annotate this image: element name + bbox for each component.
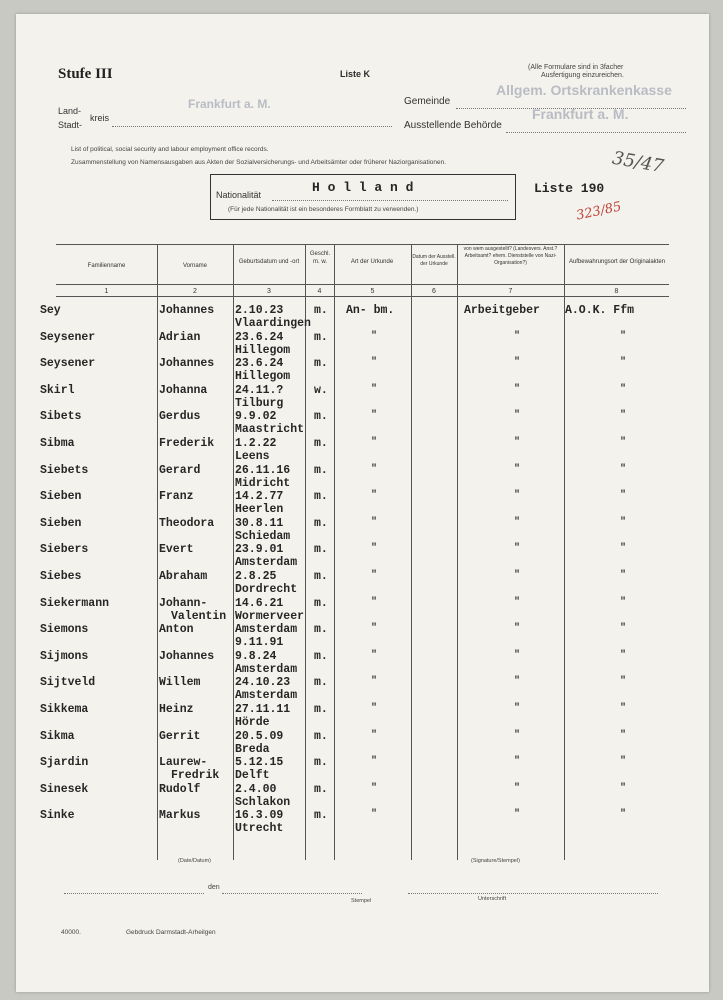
table-row [16, 597, 709, 625]
document-page [16, 14, 709, 992]
behoerde-label: Ausstellende Behörde [404, 120, 502, 131]
col-number-1: 1 [104, 288, 109, 295]
given-name-line2-cell: Fredrik [171, 769, 220, 783]
col-number-6: 6 [432, 288, 436, 295]
birth-place-cell: Hörde [235, 716, 270, 729]
birth-date-cell: 2.10.23 [235, 304, 284, 317]
given-name-cell: Anton [159, 623, 194, 637]
birth-date-cell: 14.6.21 [235, 596, 284, 610]
document-type-cell: " [371, 649, 378, 661]
table-row [16, 703, 709, 731]
document-type-cell: " [371, 570, 378, 581]
sex-cell: m. [314, 490, 328, 504]
archive-location-cell: " [620, 729, 627, 741]
birth-place-cell: Wormerveer [235, 609, 305, 623]
nationality-label: Nationalität [216, 190, 262, 200]
sex-cell: m. [314, 304, 328, 317]
issuer-cell: " [514, 596, 521, 608]
birth-place-cell: Midricht [235, 476, 291, 490]
given-name-cell: Johannes [159, 357, 215, 371]
sex-cell: m. [314, 437, 328, 450]
surname-cell: Siebets [40, 463, 89, 477]
den-label: den [208, 884, 220, 891]
sex-cell: m. [314, 729, 328, 743]
office-stamp-line-1: Allgem. Ortskrankenkasse [496, 82, 672, 98]
surname-cell: Seysener [40, 357, 96, 371]
document-type-cell: " [371, 516, 378, 528]
given-name-cell: Abraham [159, 570, 208, 583]
document-type-cell: " [371, 437, 378, 448]
instruction-note-1: (Alle Formulare sind in 3facher [528, 64, 624, 71]
col-header-geburtsdatum: Geburtsdatum und -ort [238, 259, 300, 265]
archive-location-cell: " [620, 676, 627, 688]
col-number-5: 5 [370, 288, 375, 295]
table-row [16, 304, 709, 332]
table-row [16, 623, 709, 651]
given-name-cell: Franz [159, 490, 194, 504]
given-name-cell: Laurew- [159, 756, 208, 770]
birth-place-cell: Maastricht [235, 423, 305, 437]
birth-date-cell: 16.3.09 [235, 809, 284, 823]
nationality-value: H o l l a n d [312, 180, 414, 195]
kreis-label: kreis [90, 113, 110, 123]
given-name-cell: Frederik [159, 437, 215, 450]
col-number-4: 4 [317, 288, 322, 295]
sex-cell: m. [314, 330, 328, 344]
table-row [16, 730, 709, 758]
liste-label: Liste K [340, 69, 371, 79]
col-header-geschlecht: Geschl. m. w. [309, 251, 331, 265]
table-row [16, 357, 709, 385]
given-name-cell: Johannes [159, 649, 215, 663]
sex-cell: m. [314, 463, 328, 477]
col-number-8: 8 [614, 288, 619, 295]
document-type-cell: " [371, 543, 378, 555]
archive-location-cell: " [620, 357, 627, 369]
sex-cell: m. [314, 649, 328, 663]
birth-place-cell: Tilburg [235, 396, 284, 410]
birth-place-cell: Heerlen [235, 503, 284, 517]
document-type-cell: " [371, 676, 378, 688]
document-type-cell: " [371, 756, 378, 768]
archive-location-cell: " [620, 703, 627, 714]
document-type-cell: " [371, 357, 378, 369]
given-name-cell: Evert [159, 543, 194, 557]
table-row [16, 756, 709, 784]
birth-date-cell: 23.6.24 [235, 330, 284, 344]
birth-place-cell: Leens [235, 450, 270, 463]
kreis-stamp-value: Frankfurt a. M. [188, 97, 271, 111]
birth-date-cell: 23.9.01 [235, 543, 284, 557]
surname-cell: Sikma [40, 729, 75, 743]
archive-location-cell: " [620, 330, 627, 342]
sex-cell: m. [314, 623, 328, 637]
given-name-cell: Heinz [159, 703, 194, 716]
document-type-cell: " [371, 623, 378, 635]
office-stamp-line-2: Frankfurt a. M. [532, 106, 629, 122]
archive-location-cell: " [620, 463, 627, 475]
table-row [16, 783, 709, 811]
issuer-cell: " [514, 676, 521, 688]
birth-date-cell: 9.9.02 [235, 410, 277, 424]
archive-location-cell: " [620, 623, 627, 635]
birth-date-cell: 2.4.00 [235, 782, 277, 796]
issuer-cell: " [514, 570, 521, 581]
col-header-von-wem: von wem ausgestellt? (Landesvers. Anst.? Arbeitsamt? ehem. Dienststelle von Nazi-Organisation?) [463, 246, 558, 266]
given-name-cell: Gerdus [159, 410, 201, 424]
birth-date-cell: 14.2.77 [235, 490, 284, 504]
surname-cell: Sieben [40, 490, 82, 504]
surname-cell: Sjardin [40, 756, 89, 770]
document-type-cell: " [371, 490, 378, 502]
document-type-cell: " [371, 330, 378, 342]
sex-cell: m. [314, 543, 328, 557]
table-row [16, 384, 709, 412]
archive-location-cell: " [620, 570, 627, 581]
issuer-cell: " [514, 410, 521, 422]
sex-cell: m. [314, 410, 328, 424]
birth-date-cell: 26.11.16 [235, 463, 291, 477]
sex-cell: m. [314, 357, 328, 371]
table-row [16, 650, 709, 678]
document-type-cell: " [371, 782, 378, 794]
surname-cell: Siekermann [40, 596, 110, 610]
issuer-cell: " [514, 330, 521, 342]
date-label: (Date/Datum) [178, 858, 212, 864]
birth-place-cell: Delft [235, 769, 270, 783]
birth-place-cell: Amsterdam [235, 556, 298, 570]
surname-cell: Sibma [40, 437, 75, 450]
given-name-cell: Gerrit [159, 729, 201, 743]
birth-date-cell: Amsterdam [235, 623, 298, 637]
stufe-label: Stufe III [58, 66, 113, 82]
german-note: Zusammenstellung von Namensausgaben aus Akten der Sozialversicherungs- und Arbeitsämter oder früherer Naziorganisationen. [71, 159, 447, 166]
surname-cell: Siebes [40, 570, 82, 583]
sex-cell: m. [314, 756, 328, 770]
sex-cell: m. [314, 782, 328, 796]
archive-location-cell: " [620, 782, 627, 794]
given-name-cell: Willem [159, 676, 201, 690]
sex-cell: m. [314, 809, 328, 823]
birth-place-cell: Breda [235, 742, 270, 756]
col-header-familienname: Familienname [87, 263, 126, 269]
archive-location-cell: " [620, 490, 627, 502]
gemeinde-label: Gemeinde [404, 96, 451, 107]
birth-place-cell: 9.11.91 [235, 636, 284, 650]
table-row [16, 570, 709, 598]
birth-date-cell: 9.8.24 [235, 649, 277, 663]
issuer-cell: " [514, 463, 521, 475]
archive-location-cell: " [620, 437, 627, 448]
col-number-7: 7 [508, 288, 513, 295]
issuer-cell: " [514, 490, 521, 502]
birth-place-cell: Hillegom [235, 370, 291, 384]
given-name-cell: Johannes [159, 304, 215, 317]
archive-location-cell: A.O.K. Ffm [565, 304, 635, 317]
birth-place-cell: Amsterdam [235, 662, 298, 676]
birth-date-cell: 1.2.22 [235, 437, 277, 450]
birth-place-cell: Utrecht [235, 822, 284, 836]
given-name-cell: Johanna [159, 383, 208, 397]
surname-cell: Seysener [40, 330, 96, 344]
issuer-cell: " [514, 809, 521, 821]
archive-location-cell: " [620, 410, 627, 422]
given-name-line2-cell: Valentin [171, 609, 227, 623]
issuer-cell: " [514, 623, 521, 635]
print-code: 40000. [61, 929, 81, 936]
col-header-urkunde: Art der Urkunde [350, 259, 394, 265]
document-type-cell: " [371, 383, 378, 395]
archive-location-cell: " [620, 543, 627, 555]
document-type-cell: " [371, 729, 378, 741]
issuer-cell: Arbeitgeber [464, 304, 540, 317]
surname-cell: Sinesek [40, 782, 89, 796]
issuer-cell: " [514, 729, 521, 741]
given-name-cell: Rudolf [159, 782, 201, 796]
surname-cell: Sikkema [40, 703, 89, 716]
birth-place-cell: Schlakon [235, 795, 291, 809]
document-type-cell: " [371, 809, 378, 821]
birth-date-cell: 23.6.24 [235, 357, 284, 371]
surname-cell: Skirl [40, 383, 75, 397]
birth-place-cell: Hillegom [235, 343, 291, 357]
birth-place-cell: Amsterdam [235, 689, 298, 703]
document-type-cell: " [371, 703, 378, 714]
issuer-cell: " [514, 383, 521, 395]
surname-cell: Sey [40, 304, 61, 317]
surname-cell: Sinke [40, 809, 75, 823]
archive-location-cell: " [620, 596, 627, 608]
issuer-cell: " [514, 357, 521, 369]
sex-cell: m. [314, 570, 328, 583]
birth-date-cell: 5.12.15 [235, 756, 284, 770]
table-row [16, 410, 709, 438]
surname-cell: Sieben [40, 516, 82, 530]
table-row [16, 809, 709, 837]
birth-date-cell: 24.11.? [235, 383, 284, 397]
surname-cell: Sijmons [40, 649, 89, 663]
liste-number: Liste 190 [534, 181, 605, 196]
col-header-datum-ausstellung: Datum der Ausstell. der Urkunde [412, 254, 456, 267]
document-type-cell: " [371, 596, 378, 608]
issuer-cell: " [514, 782, 521, 794]
table-row [16, 437, 709, 465]
birth-date-cell: 30.8.11 [235, 516, 284, 530]
issuer-cell: " [514, 516, 521, 528]
birth-date-cell: 24.10.23 [235, 676, 291, 690]
surname-cell: Siebers [40, 543, 89, 557]
sex-cell: m. [314, 596, 328, 610]
sex-cell: w. [314, 383, 328, 397]
given-name-cell: Markus [159, 809, 201, 823]
handwritten-number: 35/47 [610, 147, 666, 178]
land-label: Land- [58, 106, 82, 116]
col-number-3: 3 [267, 288, 271, 295]
archive-location-cell: " [620, 516, 627, 528]
table-row [16, 331, 709, 359]
given-name-cell: Gerard [159, 463, 201, 477]
document-type-cell: " [371, 463, 378, 475]
stempel-label: Stempel [351, 898, 372, 904]
sex-cell: m. [314, 516, 328, 530]
english-note: List of political, social security and labour employment office records. [71, 146, 269, 153]
given-name-cell: Theodora [159, 516, 215, 530]
archive-location-cell: " [620, 383, 627, 395]
surname-cell: Sibets [40, 410, 82, 424]
unterschrift-label: Unterschrift [478, 896, 507, 902]
col-header-vorname: Vorname [182, 263, 207, 269]
col-header-aufbewahrungsort: Aufbewahrungsort der Originalakten [568, 259, 666, 265]
issuer-cell: " [514, 437, 521, 448]
birth-place-cell: Dordrecht [235, 583, 298, 596]
table-row [16, 517, 709, 545]
instruction-note-2: Ausfertigung einzureichen. [541, 72, 624, 79]
birth-date-cell: 27.11.11 [235, 703, 291, 716]
issuer-cell: " [514, 703, 521, 714]
col-number-2: 2 [193, 288, 197, 295]
table-row [16, 543, 709, 571]
document-type-cell: " [371, 410, 378, 422]
printer-label: Gebdruck Darmstadt-Arheilgen [126, 929, 216, 936]
table-row [16, 490, 709, 518]
table-row [16, 676, 709, 704]
issuer-cell: " [514, 649, 521, 661]
birth-date-cell: 20.5.09 [235, 729, 284, 743]
birth-place-cell: Schiedam [235, 529, 291, 543]
archive-location-cell: " [620, 649, 627, 661]
archive-location-cell: " [620, 756, 627, 768]
birth-place-cell: Vlaardingen [235, 317, 311, 330]
sex-cell: m. [314, 676, 328, 690]
archive-location-cell: " [620, 809, 627, 821]
nationality-note: (Für jede Nationalität ist ein besonderes Formblatt zu verwenden.) [228, 206, 419, 213]
surname-cell: Sijtveld [40, 676, 96, 690]
document-type-cell: An- bm. [346, 304, 395, 317]
issuer-cell: " [514, 543, 521, 555]
given-name-cell: Johann- [159, 596, 208, 610]
birth-date-cell: 2.8.25 [235, 570, 277, 583]
given-name-cell: Adrian [159, 330, 201, 344]
stadt-label: Stadt- [58, 120, 83, 130]
signature-label: (Signature/Stempel) [471, 858, 520, 864]
issuer-cell: " [514, 756, 521, 768]
handwritten-red-number: 323/85 [574, 199, 623, 224]
table-row [16, 464, 709, 492]
surname-cell: Siemons [40, 623, 89, 637]
sex-cell: m. [314, 703, 328, 716]
